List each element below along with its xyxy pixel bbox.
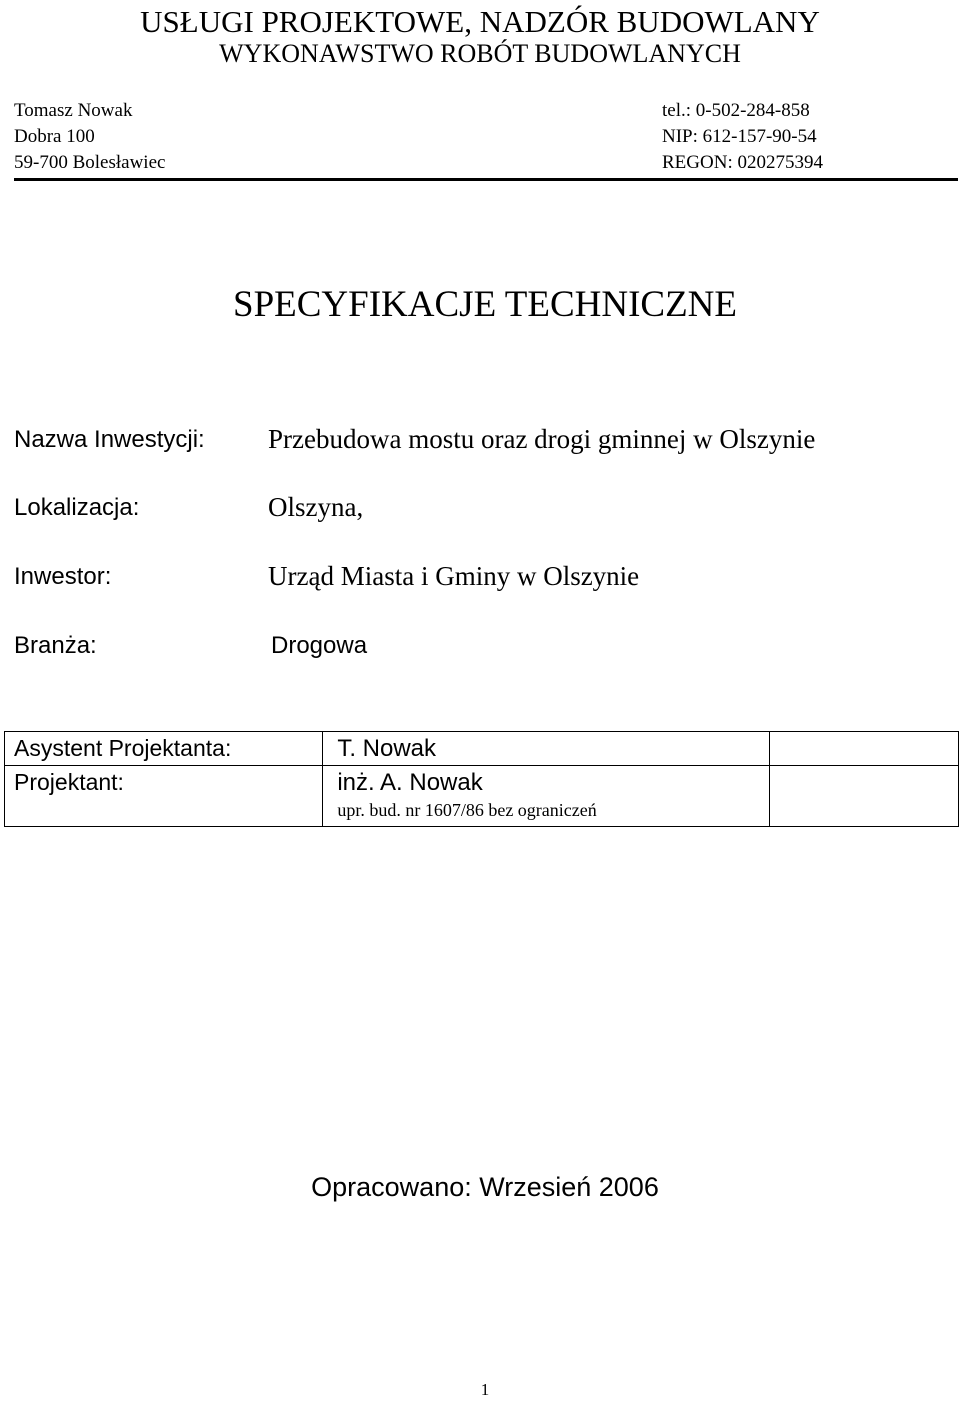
contact-registration-block (662, 98, 823, 176)
signoff-row-assistant (5, 732, 959, 766)
assistant-name-cell (323, 732, 769, 766)
investment-name-label: Nazwa Inwestycji: (14, 426, 205, 453)
contact-regon: REGON: 020275394 (662, 152, 823, 173)
designer-name: inż. A. Nowak (337, 769, 483, 796)
designer-label-cell (5, 766, 323, 827)
signoff-table (4, 731, 959, 827)
contact-address-block (14, 98, 165, 176)
location-label: Lokalizacja: (14, 494, 140, 521)
industry-value: Drogowa (271, 632, 368, 659)
designer-name-cell (323, 766, 769, 827)
location-value: Olszyna, (268, 492, 364, 522)
investor-label: Inwestor: (14, 563, 112, 590)
company-name-line1: USŁUGI PROJEKTOWE, NADZÓR BUDOWLANY (140, 4, 820, 39)
contact-nip: NIP: 612-157-90-54 (662, 126, 817, 147)
contact-name: Tomasz Nowak (14, 100, 133, 121)
company-name-line2: WYKONAWSTWO ROBÓT BUDOWLANYCH (219, 39, 741, 68)
header-divider (14, 178, 958, 181)
designer-signature-cell (769, 766, 958, 827)
assistant-label: Asystent Projektanta: (14, 735, 232, 761)
assistant-signature-cell (769, 732, 958, 766)
contact-street: Dobra 100 (14, 126, 95, 147)
designer-label: Projektant: (14, 769, 124, 795)
prepared-date: Opracowano: Wrzesień 2006 (311, 1172, 659, 1202)
signoff-row-designer (5, 766, 959, 827)
assistant-label-cell (5, 732, 323, 766)
designer-license: upr. bud. nr 1607/86 bez ograniczeń (337, 800, 597, 820)
investment-name-value: Przebudowa mostu oraz drogi gminnej w Olszynie (268, 424, 816, 454)
contact-phone: tel.: 0-502-284-858 (662, 100, 810, 121)
contact-city: 59-700 Bolesławiec (14, 152, 166, 173)
assistant-name: T. Nowak (337, 735, 437, 762)
document-title: SPECYFIKACJE TECHNICZNE (233, 284, 737, 325)
investor-value: Urząd Miasta i Gminy w Olszynie (268, 561, 640, 591)
page-number: 1 (480, 1380, 490, 1399)
industry-label: Branża: (14, 632, 97, 659)
